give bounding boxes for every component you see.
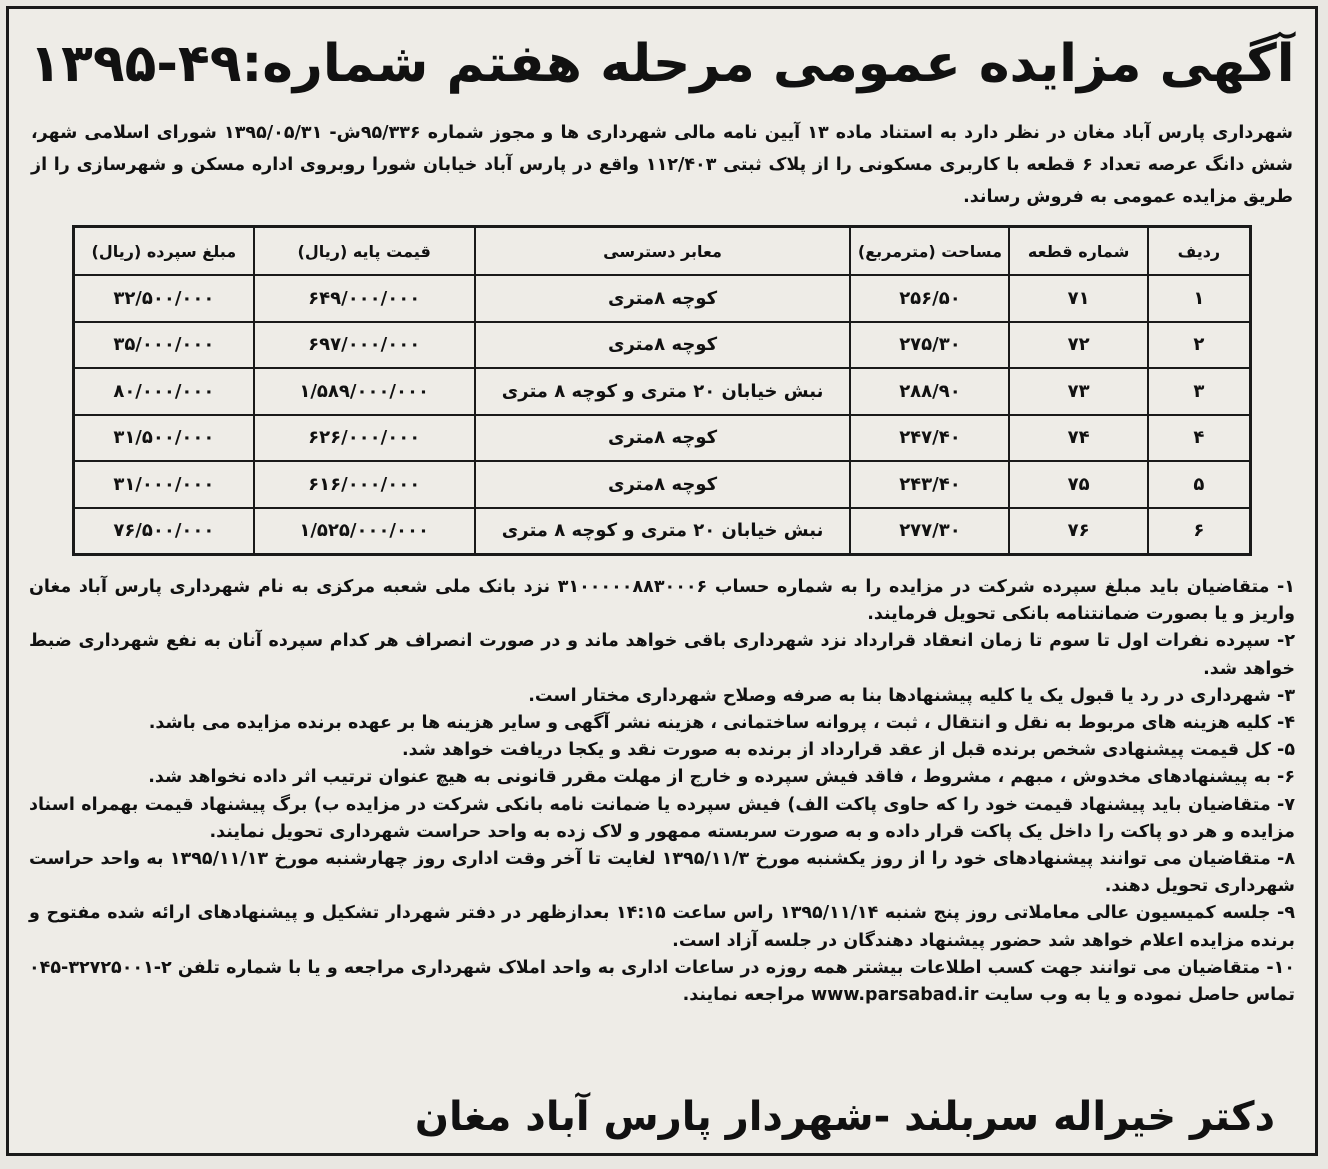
term-item: ۳- شهرداری در رد یا قبول یک یا کلیه پیشنهادها بنا به صرفه وصلاح شهرداری مختار است. (528, 685, 1295, 706)
header-access-roads: معابر دسترسی (475, 227, 851, 276)
cell-lot-number: ۷۵ (1009, 461, 1147, 508)
header-base-price: قیمت پایه (ریال) (254, 227, 475, 276)
table-row (74, 322, 1251, 369)
cell-row-number: ۶ (1148, 508, 1251, 555)
cell-access-road: کوچه ۸متری (475, 461, 851, 508)
term-item: ۱۰- متقاضیان می توانند جهت کسب اطلاعات بیشتر همه روزه در ساعات اداری به واحد املاک شهرداری مراجعه و یا با شماره تلفن ۲-۳۲۷۲۵۰۰۱-۰۴۵ تماس حاصل نموده و یا به وب سایت www.parsabad.ir مراجعه نمایند. (29, 957, 1295, 1006)
term-item: ۷- متقاضیان باید پیشنهاد قیمت خود را که حاوی پاکت الف) فیش سپرده یا ضمانت نامه بانکی شرکت در مزایده ب) برگ پیشنهاد قیمت بهمراه اسناد مزایده و هر دو پاکت را داخل یک پاکت قرار داده و به صورت سربسته ممهور و لاک زده به واحد حراست شهرداری تحویل نمایند. (29, 794, 1295, 842)
signature: دکتر خیراله سربلند -شهردار پارس آباد مغان (414, 1094, 1275, 1140)
cell-base-price: ۱/۵۲۵/۰۰۰/۰۰۰ (254, 508, 475, 555)
cell-access-road: کوچه ۸متری (475, 275, 851, 322)
term-item: ۸- متقاضیان می توانند پیشنهادهای خود را از روز یکشنبه مورخ ۱۳۹۵/۱۱/۳ لغایت تا آخر وقت اداری روز چهارشنبه مورخ ۱۳۹۵/۱۱/۱۳ به واحد حراست شهرداری تحویل دهند. (29, 849, 1296, 897)
cell-access-road: کوچه ۸متری (475, 322, 851, 369)
notice-title: آگهی مزایده عمومی مرحله هفتم شماره:۴۹-۱۳۹۵ (29, 34, 1295, 94)
cell-area: ۲۷۷/۳۰ (850, 508, 1009, 555)
table-row (74, 275, 1251, 322)
term-item: ۲- سپرده نفرات اول تا سوم تا زمان انعقاد قرارداد نزد شهرداری باقی خواهد ماند و در صورت انصراف هر کدام سپرده آنان به نفع شهرداری ضبط خواهد شد. (29, 631, 1295, 679)
cell-access-road: نبش خیابان ۲۰ متری و کوچه ۸ متری (475, 368, 851, 415)
cell-area: ۲۴۳/۴۰ (850, 461, 1009, 508)
cell-base-price: ۶۲۶/۰۰۰/۰۰۰ (254, 415, 475, 462)
cell-base-price: ۶۹۷/۰۰۰/۰۰۰ (254, 322, 475, 369)
intro-paragraph: شهرداری پارس آباد مغان در نظر دارد به استناد ماده ۱۳ آیین نامه مالی شهرداری ها و مجوز شماره ۹۵/۳۳۶ش- ۱۳۹۵/۰۵/۳۱ شورای اسلامی شهر، شش دانگ عرصه تعداد ۶ قطعه با کاربری مسکونی را از پلاک ثبتی ۱۱۲/۴۰۳ واقع در پارس آباد خیابان شورا روبروی اداره مسکن و شهرسازی را از طریق مزایده عمومی به فروش رساند. (31, 123, 1294, 207)
term-item: ۵- کل قیمت پیشنهادی شخص برنده قبل از عقد قرارداد از برنده به صورت نقد و یکجا دریافت خواهد شد. (402, 740, 1295, 761)
lots-table (72, 225, 1252, 556)
term-item: ۹- جلسه کمیسیون عالی معاملاتی روز پنج شنبه ۱۳۹۵/۱۱/۱۴ راس ساعت ۱۴:۱۵ بعدازظهر در دفتر شهردار تشکیل و پیشنهادهای ارائه شده مفتوح و برنده مزایده اعلام خواهد شد حضور پیشنهاد دهندگان در جلسه آزاد است. (29, 903, 1296, 951)
cell-access-road: نبش خیابان ۲۰ متری و کوچه ۸ متری (475, 508, 851, 555)
cell-deposit: ۳۱/۰۰۰/۰۰۰ (74, 461, 254, 508)
cell-lot-number: ۷۲ (1009, 322, 1147, 369)
cell-row-number: ۵ (1148, 461, 1251, 508)
table-row (74, 461, 1251, 508)
cell-area: ۲۷۵/۳۰ (850, 322, 1009, 369)
cell-row-number: ۲ (1148, 322, 1251, 369)
notice-frame (6, 6, 1318, 1156)
cell-deposit: ۳۲/۵۰۰/۰۰۰ (74, 275, 254, 322)
cell-base-price: ۱/۵۸۹/۰۰۰/۰۰۰ (254, 368, 475, 415)
cell-lot-number: ۷۳ (1009, 368, 1147, 415)
header-deposit: مبلغ سپرده (ریال) (74, 227, 254, 276)
header-area: مساحت (مترمربع) (850, 227, 1009, 276)
cell-row-number: ۴ (1148, 415, 1251, 462)
cell-area: ۲۸۸/۹۰ (850, 368, 1009, 415)
cell-deposit: ۳۱/۵۰۰/۰۰۰ (74, 415, 254, 462)
cell-lot-number: ۷۱ (1009, 275, 1147, 322)
cell-lot-number: ۷۴ (1009, 415, 1147, 462)
terms-list (9, 574, 1315, 1009)
table-row (74, 508, 1251, 555)
table-header-row (74, 227, 1251, 276)
term-item: ۴- کلیه هزینه های مربوط به نقل و انتقال ، ثبت ، پروانه ساختمانی ، هزینه نشر آگهی و سایر هزینه ها بر عهده برنده مزایده می باشد. (148, 713, 1295, 734)
cell-area: ۲۴۷/۴۰ (850, 415, 1009, 462)
cell-base-price: ۶۴۹/۰۰۰/۰۰۰ (254, 275, 475, 322)
table-row (74, 368, 1251, 415)
cell-deposit: ۷۶/۵۰۰/۰۰۰ (74, 508, 254, 555)
header-lot-number: شماره قطعه (1009, 227, 1147, 276)
cell-row-number: ۱ (1148, 275, 1251, 322)
cell-lot-number: ۷۶ (1009, 508, 1147, 555)
cell-row-number: ۳ (1148, 368, 1251, 415)
header-row-number: ردیف (1148, 227, 1251, 276)
table-row (74, 415, 1251, 462)
term-item: ۶- به پیشنهادهای مخدوش ، مبهم ، مشروط ، فاقد فیش سپرده و خارج از مهلت مقرر قانونی به هیچ عنوان ترتیب اثر داده نخواهد شد. (148, 767, 1295, 788)
cell-area: ۲۵۶/۵۰ (850, 275, 1009, 322)
cell-base-price: ۶۱۶/۰۰۰/۰۰۰ (254, 461, 475, 508)
cell-deposit: ۳۵/۰۰۰/۰۰۰ (74, 322, 254, 369)
cell-access-road: کوچه ۸متری (475, 415, 851, 462)
cell-deposit: ۸۰/۰۰۰/۰۰۰ (74, 368, 254, 415)
term-item: ۱- متقاضیان باید مبلغ سپرده شرکت در مزایده را به شماره حساب ۳۱۰۰۰۰۰۸۸۳۰۰۰۶ نزد بانک ملی شعبه مرکزی به نام شهرداری پارس آباد مغان واریز و یا بصورت ضمانتنامه بانکی تحویل فرمایند. (29, 577, 1295, 625)
